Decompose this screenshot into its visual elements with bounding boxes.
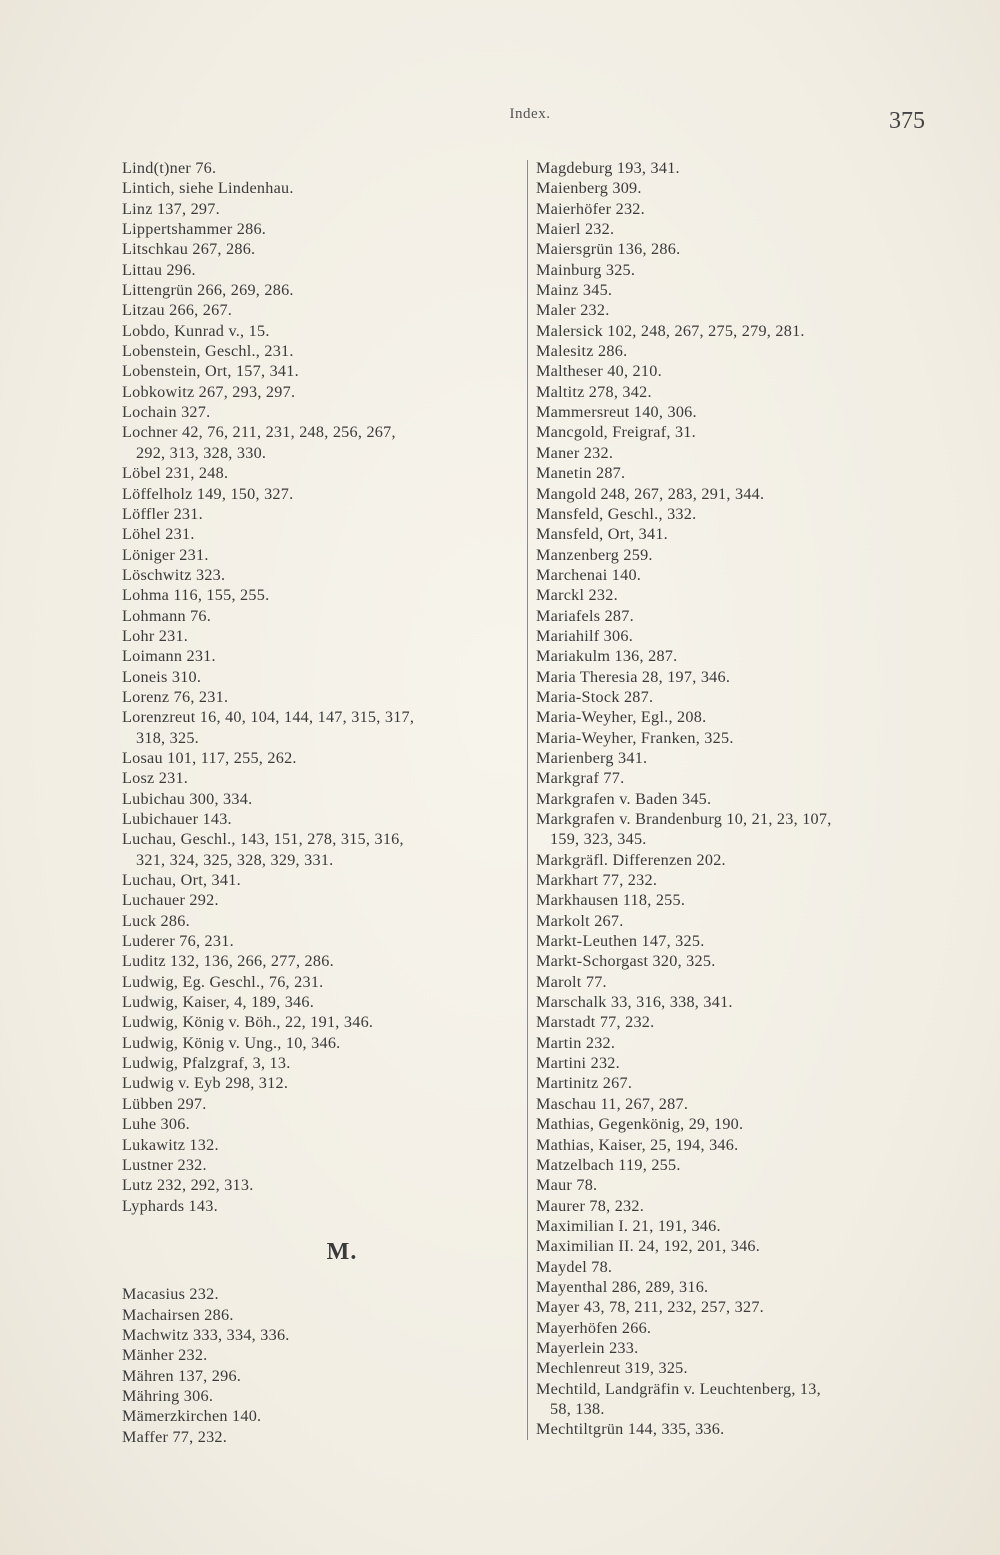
index-entry [122, 484, 522, 504]
index-entry-text: Lobenstein, Ort, 157, 341. [122, 362, 299, 381]
index-entry-text: Maffer 77, 232. [122, 1427, 228, 1446]
index-entry [536, 667, 936, 687]
index-entry [122, 463, 522, 483]
index-entry-text: Markgraf 77. [536, 769, 625, 788]
index-entry-text: Litzau 266, 267. [122, 301, 233, 320]
section-m-entries [122, 1284, 522, 1447]
index-entry-text: Luhe 306. [122, 1115, 190, 1134]
index-entry [536, 789, 936, 809]
index-entry-text: Lorenz 76, 231. [122, 687, 229, 706]
index-entry [536, 422, 936, 442]
index-entry-text: Lobdo, Kunrad v., 15. [122, 321, 270, 340]
index-entry [536, 219, 936, 239]
index-entry-text: Maria-Stock 287. [536, 687, 654, 706]
index-entry [122, 361, 522, 381]
index-entry-text: Markgräfl. Differenzen 202. [536, 850, 726, 869]
index-entry-text: Mähren 137, 296. [122, 1366, 242, 1385]
index-entry [536, 443, 936, 463]
index-entry-text: Löffelholz 149, 150, 327. [122, 484, 294, 503]
index-entry-text: Manetin 287. [536, 464, 626, 483]
index-entry-text: Maurer 78, 232. [536, 1196, 645, 1215]
index-entry-text: Marchenai 140. [536, 565, 642, 584]
index-entry [122, 992, 522, 1012]
index-entry-text: Maienberg 309. [536, 179, 642, 198]
index-entry-text: Lobkowitz 267, 293, 297. [122, 382, 296, 401]
index-entry [122, 1284, 522, 1304]
index-entry-text: Maydel 78. [536, 1257, 613, 1276]
index-entry-text: Maner 232. [536, 443, 614, 462]
index-entry [122, 646, 522, 666]
index-entry [536, 1277, 936, 1297]
index-entry-text: Maur 78. [536, 1176, 598, 1195]
index-entry [122, 1135, 522, 1155]
index-entry [536, 951, 936, 971]
index-entry [536, 585, 936, 605]
index-entry [122, 1196, 522, 1216]
index-entry [122, 1305, 522, 1325]
index-entry [536, 260, 936, 280]
index-entry-text: Losz 231. [122, 769, 189, 788]
index-entry [122, 1114, 522, 1134]
index-entry-text: Ludwig, König v. Böh., 22, 191, 346. [122, 1013, 374, 1032]
index-entry-text: Luck 286. [122, 911, 190, 930]
index-entry [122, 341, 522, 361]
index-entry-text: Machairsen 286. [122, 1305, 234, 1324]
index-entry [536, 178, 936, 198]
index-entry-text: Litschkau 267, 286. [122, 240, 256, 259]
index-entry-continuation: 321, 324, 325, 328, 329, 331. [136, 850, 334, 869]
index-entry-text: Löffler 231. [122, 504, 203, 523]
index-entry [122, 300, 522, 320]
index-entry [536, 1114, 936, 1134]
index-entry-text: Mathias, Gegenkönig, 29, 190. [536, 1115, 744, 1134]
index-entry [122, 1033, 522, 1053]
index-entry-text: Marolt 77. [536, 972, 607, 991]
index-entry-text: Martinitz 267. [536, 1074, 633, 1093]
index-entry-text: Lübben 297. [122, 1094, 207, 1113]
index-entry-text: Mayerhöfen 266. [536, 1318, 652, 1337]
index-entry [122, 667, 522, 687]
section-letter: M. [326, 1238, 358, 1265]
index-entry-text: Löhel 231. [122, 525, 195, 544]
index-entry [122, 239, 522, 259]
index-entry-text: Mariafels 287. [536, 606, 634, 625]
index-entry [536, 1155, 936, 1175]
index-entry-text: Mechtiltgrün 144, 335, 336. [536, 1420, 725, 1439]
index-entry [122, 972, 522, 992]
index-entry-text: Luderer 76, 231. [122, 932, 234, 951]
index-entry-text: Littengrün 266, 269, 286. [122, 281, 294, 300]
index-entry-text: Lohr 231. [122, 626, 189, 645]
page-number: 375 [889, 108, 925, 134]
column-divider [527, 160, 528, 1440]
index-entry-text: Malersick 102, 248, 267, 275, 279, 281. [536, 321, 805, 340]
index-entry-text: Losau 101, 117, 255, 262. [122, 748, 297, 767]
index-entry-text: Markgrafen v. Baden 345. [536, 789, 712, 808]
index-entry [536, 1338, 936, 1358]
index-entry [536, 1216, 936, 1236]
index-entry-text: Ludwig, König v. Ung., 10, 346. [122, 1033, 341, 1052]
index-entry [536, 300, 936, 320]
index-entry [122, 158, 522, 178]
index-entry-text: Markgrafen v. Brandenburg 10, 21, 23, 107, [536, 810, 832, 828]
index-entry-continuation: 58, 138. [550, 1399, 605, 1418]
index-entry [536, 1094, 936, 1114]
index-entry [536, 992, 936, 1012]
index-entry-text: Maria-Weyher, Franken, 325. [536, 728, 734, 747]
index-entry [536, 402, 936, 422]
index-entry-text: Mähring 306. [122, 1386, 214, 1405]
index-entry-text: Ludwig v. Eyb 298, 312. [122, 1074, 289, 1093]
index-entry [122, 504, 522, 524]
index-entry [122, 565, 522, 585]
index-entry-text: Lukawitz 132. [122, 1135, 219, 1154]
index-entry-text: Ludwig, Eg. Geschl., 76, 231. [122, 972, 324, 991]
index-entry [536, 545, 936, 565]
index-entry-continuation: 159, 323, 345. [550, 830, 647, 849]
index-entry [122, 890, 522, 910]
index-entry-text: Markt-Leuthen 147, 325. [536, 932, 705, 951]
index-entry-text: Marschalk 33, 316, 338, 341. [536, 993, 733, 1012]
index-entry [536, 1297, 936, 1317]
index-entry-text: Maria Theresia 28, 197, 346. [536, 667, 731, 686]
index-entry-continuation: 318, 325. [136, 728, 199, 747]
index-entry-text: Maierl 232. [536, 220, 615, 239]
index-entry [536, 341, 936, 361]
index-entry [122, 768, 522, 788]
index-entry-text: Mancgold, Freigraf, 31. [536, 423, 696, 442]
index-entry-text: Lubichauer 143. [122, 810, 232, 828]
index-entry [536, 524, 936, 544]
index-entry [536, 1419, 936, 1439]
index-entry-text: Maltheser 40, 210. [536, 362, 662, 381]
index-entry [536, 728, 936, 748]
running-header: Index. [509, 106, 551, 122]
index-entry [536, 850, 936, 870]
index-entry [122, 1155, 522, 1175]
index-entry [122, 280, 522, 300]
index-entry [536, 239, 936, 259]
index-entry [536, 1012, 936, 1032]
index-entry [122, 1406, 522, 1426]
index-entry [536, 646, 936, 666]
index-entry [122, 931, 522, 951]
index-entry [536, 361, 936, 381]
index-entry [122, 809, 522, 829]
index-entry [122, 402, 522, 422]
index-entry [536, 1196, 936, 1216]
index-entry [536, 870, 936, 890]
index-entry-text: Maria-Weyher, Egl., 208. [536, 708, 707, 727]
index-entry [122, 1012, 522, 1032]
index-entry [536, 1073, 936, 1093]
index-entry [122, 1325, 522, 1345]
index-entry [122, 422, 522, 463]
index-entry-text: Mariakulm 136, 287. [536, 647, 678, 666]
index-entry-text: Marstadt 77, 232. [536, 1013, 655, 1032]
index-entry-text: Ludwig, Pfalzgraf, 3, 13. [122, 1054, 291, 1073]
index-entry [536, 626, 936, 646]
index-entry-text: Maiersgrün 136, 286. [536, 240, 681, 259]
index-entry-text: Martin 232. [536, 1033, 616, 1052]
index-entry [536, 1175, 936, 1195]
index-entry-text: Lobenstein, Geschl., 231. [122, 342, 294, 361]
left-column [122, 158, 522, 1447]
index-entry [122, 707, 522, 748]
index-entry-text: Lintich, siehe Lindenhau. [122, 179, 294, 198]
index-entry-text: Mansfeld, Ort, 341. [536, 525, 668, 544]
index-entry-text: Lochner 42, 76, 211, 231, 248, 256, 267, [122, 423, 396, 442]
index-entry-text: Mayerlein 233. [536, 1338, 639, 1357]
index-entry-text: Mammersreut 140, 306. [536, 403, 697, 422]
index-entry-text: Mechtild, Landgräfin v. Leuchtenberg, 13, [536, 1379, 821, 1398]
index-entry [536, 1236, 936, 1256]
index-entry [536, 1318, 936, 1338]
index-entry-text: Mainz 345. [536, 281, 613, 300]
index-entry-text: Lind(t)ner 76. [122, 159, 217, 177]
index-entry [536, 565, 936, 585]
index-entry [122, 585, 522, 605]
index-entry-text: Luchauer 292. [122, 891, 219, 910]
index-entry-text: Mayer 43, 78, 211, 232, 257, 327. [536, 1298, 764, 1317]
left-entries [122, 158, 522, 1216]
index-entry [122, 1386, 522, 1406]
index-entry [536, 972, 936, 992]
index-entry-text: Markhart 77, 232. [536, 871, 658, 890]
index-entry [122, 911, 522, 931]
index-entry-text: Mansfeld, Geschl., 332. [536, 504, 697, 523]
index-entry-text: Löbel 231, 248. [122, 464, 229, 483]
index-entry [536, 1033, 936, 1053]
index-entry-text: Mämerzkirchen 140. [122, 1407, 262, 1426]
index-entry-text: Luchau, Geschl., 143, 151, 278, 315, 316, [122, 830, 404, 849]
index-entry-text: Mainburg 325. [536, 260, 636, 279]
index-entry-text: Löniger 231. [122, 545, 209, 564]
index-entry [122, 626, 522, 646]
index-entry-text: Lubichau 300, 334. [122, 789, 253, 808]
index-entry [122, 829, 522, 870]
index-entry [536, 280, 936, 300]
index-entry [122, 1073, 522, 1093]
index-entry [122, 382, 522, 402]
index-entry [122, 1175, 522, 1195]
index-entry [536, 809, 936, 850]
index-entry-text: Maler 232. [536, 301, 610, 320]
index-entry [536, 1379, 936, 1420]
index-entry-text: Manzenberg 259. [536, 545, 653, 564]
index-entry [122, 1366, 522, 1386]
index-entry-text: Maschau 11, 267, 287. [536, 1094, 689, 1113]
index-entry [122, 1053, 522, 1073]
index-entry [122, 524, 522, 544]
index-entry-text: Mathias, Kaiser, 25, 194, 346. [536, 1135, 739, 1154]
index-entry-text: Maltitz 278, 342. [536, 382, 652, 401]
index-entry [122, 1094, 522, 1114]
index-entry-text: Mangold 248, 267, 283, 291, 344. [536, 484, 765, 503]
index-entry-text: Magdeburg 193, 341. [536, 159, 680, 177]
index-entry-text: Marienberg 341. [536, 748, 648, 767]
index-entry [122, 606, 522, 626]
index-entry-text: Mariahilf 306. [536, 626, 634, 645]
index-entry-text: Mayenthal 286, 289, 316. [536, 1277, 709, 1296]
index-entry [122, 748, 522, 768]
index-entry [122, 545, 522, 565]
index-entry-text: Lippertshammer 286. [122, 220, 267, 239]
index-entry [536, 321, 936, 341]
index-entry [536, 606, 936, 626]
index-entry [536, 504, 936, 524]
index-entry-text: Marckl 232. [536, 586, 618, 605]
index-entry-text: Martini 232. [536, 1054, 620, 1073]
index-entry-text: Malesitz 286. [536, 342, 628, 361]
index-entry-text: Löschwitz 323. [122, 565, 226, 584]
index-entry-text: Linz 137, 297. [122, 199, 220, 218]
index-entry [122, 870, 522, 890]
index-entry [536, 687, 936, 707]
index-entry [536, 1053, 936, 1073]
index-entry-text: Lyphards 143. [122, 1196, 218, 1215]
index-entry-text: Luchau, Ort, 341. [122, 871, 241, 890]
index-entry [122, 1427, 522, 1447]
index-entry-text: Markt-Schorgast 320, 325. [536, 952, 716, 971]
index-entry-text: Loneis 310. [122, 667, 202, 686]
index-entry-text: Mänher 232. [122, 1346, 208, 1365]
index-entry-text: Markolt 267. [536, 911, 624, 930]
index-entry [122, 1345, 522, 1365]
index-entry [122, 199, 522, 219]
index-entry-text: Macasius 232. [122, 1285, 219, 1304]
index-entry [536, 484, 936, 504]
index-entry-text: Machwitz 333, 334, 336. [122, 1325, 290, 1344]
index-entry [122, 178, 522, 198]
index-entry [536, 1135, 936, 1155]
index-entry [536, 768, 936, 788]
index-entry-text: Lochain 327. [122, 403, 211, 422]
index-entry [122, 789, 522, 809]
index-entry [536, 707, 936, 727]
index-entry-text: Matzelbach 119, 255. [536, 1155, 681, 1174]
index-entry-text: Lutz 232, 292, 313. [122, 1176, 254, 1195]
index-entry [122, 687, 522, 707]
index-entry-text: Markhausen 118, 255. [536, 891, 686, 910]
index-entry [536, 158, 936, 178]
index-entry-text: Lustner 232. [122, 1155, 207, 1174]
index-entry-continuation: 292, 313, 328, 330. [136, 443, 267, 462]
index-entry [536, 199, 936, 219]
index-entry [536, 748, 936, 768]
index-entry-text: Ludwig, Kaiser, 4, 189, 346. [122, 993, 315, 1012]
index-entry-text: Maierhöfer 232. [536, 199, 645, 218]
index-entry-text: Maximilian II. 24, 192, 201, 346. [536, 1237, 761, 1256]
index-entry-text: Lorenzreut 16, 40, 104, 144, 147, 315, 317, [122, 708, 415, 727]
index-entry [536, 911, 936, 931]
index-entry-text: Lohmann 76. [122, 606, 212, 625]
index-entry-text: Luditz 132, 136, 266, 277, 286. [122, 952, 334, 971]
index-entry [122, 321, 522, 341]
right-column [536, 158, 936, 1440]
index-entry [122, 219, 522, 239]
index-entry [536, 1358, 936, 1378]
index-entry [536, 382, 936, 402]
index-entry-text: Mechlenreut 319, 325. [536, 1359, 688, 1378]
index-entry [536, 1257, 936, 1277]
index-entry [536, 890, 936, 910]
index-entry-text: Maximilian I. 21, 191, 346. [536, 1216, 721, 1235]
right-entries [536, 158, 936, 1440]
index-entry [536, 463, 936, 483]
index-entry-text: Littau 296. [122, 260, 196, 279]
index-entry [122, 260, 522, 280]
index-entry [122, 951, 522, 971]
index-entry-text: Lohma 116, 155, 255. [122, 586, 270, 605]
index-entry-text: Loimann 231. [122, 647, 216, 666]
index-entry [536, 931, 936, 951]
